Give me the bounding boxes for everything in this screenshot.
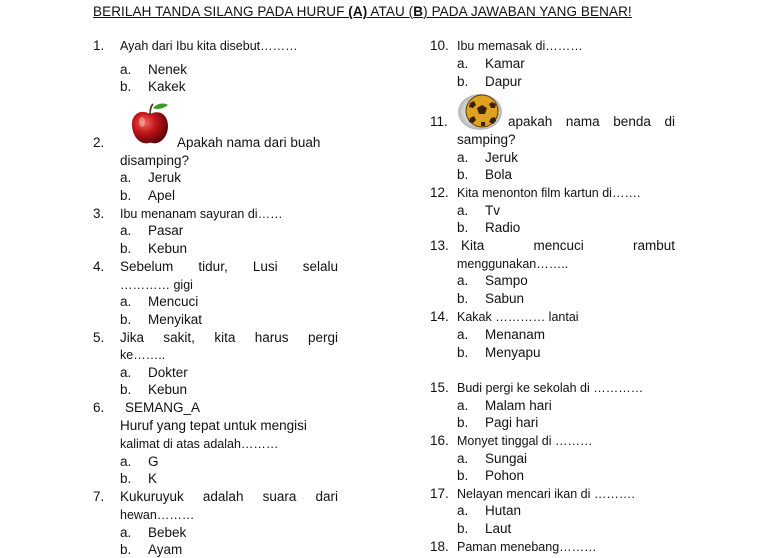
q5-word: pergi bbox=[307, 330, 338, 345]
q16-option-a[interactable]: Sungai bbox=[485, 451, 528, 466]
q12-text: Kita menonton film kartun di……. bbox=[457, 186, 641, 200]
q13-word: rambut bbox=[632, 238, 675, 253]
q3-option-a[interactable]: Pasar bbox=[148, 223, 184, 238]
q16-text: Monyet tinggal di ……… bbox=[457, 434, 593, 448]
q16-option-b-letter: b. bbox=[457, 468, 469, 483]
q2-number: 2. bbox=[93, 135, 105, 150]
q2-option-b-letter: b. bbox=[120, 188, 132, 203]
q5-option-b-letter: b. bbox=[120, 382, 132, 397]
q6-text-line2: Huruf yang tepat untuk mengisi bbox=[120, 418, 307, 433]
q1-option-b[interactable]: Kakek bbox=[148, 79, 186, 94]
q3-option-b[interactable]: Kebun bbox=[148, 241, 188, 256]
q15-text: Budi pergi ke sekolah di ………… bbox=[457, 381, 644, 395]
q2-option-b[interactable]: Apel bbox=[148, 188, 176, 203]
q10-text: Ibu memasak di……… bbox=[457, 39, 583, 53]
q6-option-a[interactable]: G bbox=[148, 454, 159, 469]
q1-number: 1. bbox=[93, 38, 105, 53]
title-pre: BERILAH TANDA SILANG PADA HURUF bbox=[93, 4, 349, 19]
q14-option-a[interactable]: Menanam bbox=[485, 327, 546, 342]
title-mid: ATAU ( bbox=[367, 4, 414, 19]
q10-number: 10. bbox=[430, 38, 449, 53]
q7-word: suara bbox=[262, 489, 297, 504]
q10-option-b-letter: b. bbox=[457, 74, 469, 89]
q11-text-line2: samping? bbox=[457, 132, 516, 147]
q4-word: tidur, bbox=[198, 259, 228, 274]
q14-option-b-letter: b. bbox=[457, 345, 469, 360]
q7-text-line2: hewan……… bbox=[120, 508, 195, 522]
q14-option-b[interactable]: Menyapu bbox=[485, 345, 541, 360]
q12-option-b[interactable]: Radio bbox=[485, 220, 521, 235]
q13-option-b-letter: b. bbox=[457, 291, 469, 306]
q15-number: 15. bbox=[430, 380, 449, 395]
q11-word: benda bbox=[613, 114, 651, 129]
q4-word: Sebelum bbox=[120, 259, 174, 274]
q7-option-b[interactable]: Ayam bbox=[148, 542, 183, 557]
q16-option-b[interactable]: Pohon bbox=[485, 468, 525, 483]
q14-number: 14. bbox=[430, 309, 449, 324]
title-post: ) PADA JAWABAN YANG BENAR! bbox=[423, 4, 632, 19]
q3-option-a-letter: a. bbox=[120, 223, 132, 238]
q6-word: SEMANG_A bbox=[125, 400, 201, 415]
q4-number: 4. bbox=[93, 259, 105, 274]
q11-option-b-letter: b. bbox=[457, 167, 469, 182]
q15-option-b[interactable]: Pagi hari bbox=[485, 415, 539, 430]
q5-word: kita bbox=[214, 330, 236, 345]
q18-text: Paman menebang……… bbox=[457, 540, 597, 554]
q7-number: 7. bbox=[93, 489, 105, 504]
q2-option-a[interactable]: Jeruk bbox=[148, 170, 182, 185]
q2-option-a-letter: a. bbox=[120, 170, 132, 185]
apple-icon bbox=[129, 102, 171, 146]
q5-word: Jika bbox=[120, 330, 145, 345]
q17-option-a-letter: a. bbox=[457, 503, 469, 518]
q13-option-a[interactable]: Sampo bbox=[485, 273, 528, 288]
q13-number: 13. bbox=[430, 238, 449, 253]
q7-word: adalah bbox=[202, 489, 244, 504]
q4-option-a[interactable]: Mencuci bbox=[148, 294, 199, 309]
q6-text-line3: kalimat di atas adalah……… bbox=[120, 437, 279, 451]
q15-option-b-letter: b. bbox=[457, 415, 469, 430]
q13-word: mencuci bbox=[533, 238, 584, 253]
q7-option-b-letter: b. bbox=[120, 542, 132, 557]
q4-text-line2: ………… gigi bbox=[120, 278, 193, 292]
q2-text-line1: Apakah nama dari buah bbox=[177, 135, 321, 150]
q12-option-a-letter: a. bbox=[457, 203, 469, 218]
q17-number: 17. bbox=[430, 486, 449, 501]
q16-option-a-letter: a. bbox=[457, 451, 469, 466]
q3-number: 3. bbox=[93, 206, 105, 221]
q5-text-line2: ke…….. bbox=[120, 348, 166, 362]
q13-option-a-letter: a. bbox=[457, 273, 469, 288]
q3-option-b-letter: b. bbox=[120, 241, 132, 256]
q14-option-a-letter: a. bbox=[457, 327, 469, 342]
q1-option-a-letter: a. bbox=[120, 62, 132, 77]
q4-option-b-letter: b. bbox=[120, 312, 132, 327]
q4-text-line1 bbox=[120, 259, 338, 275]
soccer-ball-icon bbox=[458, 93, 506, 131]
q11-word: apakah bbox=[508, 114, 553, 129]
q10-option-b[interactable]: Dapur bbox=[485, 74, 522, 89]
page-title bbox=[93, 4, 632, 19]
q18-number: 18. bbox=[430, 539, 449, 554]
q11-word: nama bbox=[565, 114, 600, 129]
q12-option-b-letter: b. bbox=[457, 220, 469, 235]
q17-option-a[interactable]: Hutan bbox=[485, 503, 522, 518]
q14-text: Kakak ………… lantai bbox=[457, 310, 579, 324]
q1-option-b-letter: b. bbox=[120, 79, 132, 94]
q11-option-a-letter: a. bbox=[457, 150, 469, 165]
q16-number: 16. bbox=[430, 433, 449, 448]
q5-word: sakit, bbox=[163, 330, 195, 345]
q12-option-a[interactable]: Tv bbox=[485, 203, 500, 218]
q17-text: Nelayan mencari ikan di ………. bbox=[457, 487, 635, 501]
q11-word: di bbox=[664, 114, 675, 129]
q15-option-a[interactable]: Malam hari bbox=[485, 398, 552, 413]
q10-option-a-letter: a. bbox=[457, 56, 469, 71]
q5-option-b[interactable]: Kebun bbox=[148, 382, 188, 397]
q6-option-a-letter: a. bbox=[120, 454, 132, 469]
q4-option-a-letter: a. bbox=[120, 294, 132, 309]
q7-word: Kukuruyuk bbox=[120, 489, 184, 504]
q13-text-line1 bbox=[461, 238, 675, 254]
q1-option-a[interactable]: Nenek bbox=[148, 62, 188, 77]
q5-text-line1 bbox=[120, 330, 338, 346]
q17-option-b-letter: b. bbox=[457, 521, 469, 536]
q7-option-a[interactable]: Bebek bbox=[148, 525, 187, 540]
q6-number: 6. bbox=[93, 400, 105, 415]
q4-word: selalu bbox=[302, 259, 338, 274]
q17-option-b[interactable]: Laut bbox=[485, 521, 512, 536]
q13-option-b[interactable]: Sabun bbox=[485, 291, 525, 306]
q11-number: 11. bbox=[430, 114, 448, 129]
title-b: B bbox=[413, 4, 424, 19]
q6-option-b[interactable]: K bbox=[148, 471, 158, 486]
q15-option-a-letter: a. bbox=[457, 398, 469, 413]
q11-option-a[interactable]: Jeruk bbox=[485, 150, 519, 165]
title-a: (A) bbox=[348, 4, 368, 19]
q5-option-a[interactable]: Dokter bbox=[148, 365, 188, 380]
q7-option-a-letter: a. bbox=[120, 525, 132, 540]
q10-option-a[interactable]: Kamar bbox=[485, 56, 525, 71]
q5-number: 5. bbox=[93, 330, 105, 345]
q4-option-b[interactable]: Menyikat bbox=[148, 312, 203, 327]
q1-text: Ayah dari Ibu kita disebut……… bbox=[120, 39, 298, 53]
q7-word: dari bbox=[315, 489, 338, 504]
q6-option-b-letter: b. bbox=[120, 471, 132, 486]
q11-text-line1 bbox=[508, 114, 675, 130]
q2-text-line2: disamping? bbox=[120, 153, 190, 168]
q13-text-line2: menggunakan…….. bbox=[457, 257, 569, 271]
q13-word: Kita bbox=[461, 238, 485, 253]
q5-word: harus bbox=[254, 330, 289, 345]
q3-text: Ibu menanam sayuran di…… bbox=[120, 207, 283, 221]
q11-option-b[interactable]: Bola bbox=[485, 167, 513, 182]
q4-word: Lusi bbox=[252, 259, 278, 274]
q7-text-line1 bbox=[120, 489, 338, 505]
q12-number: 12. bbox=[430, 185, 449, 200]
q5-option-a-letter: a. bbox=[120, 365, 132, 380]
